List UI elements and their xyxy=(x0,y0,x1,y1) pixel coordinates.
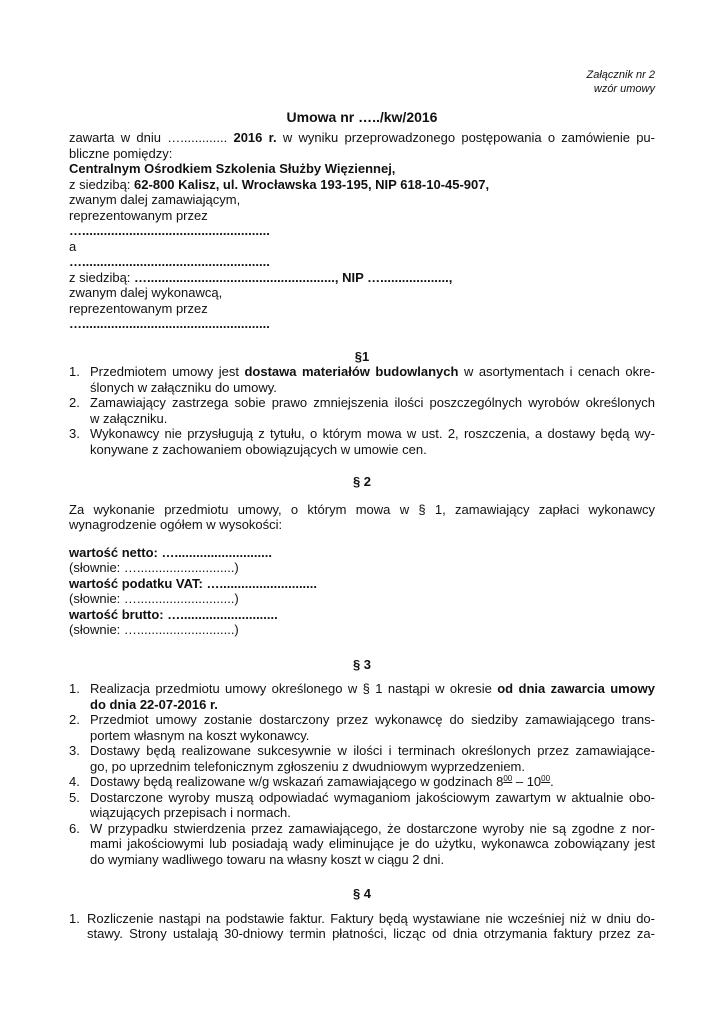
gross-value: wartość brutto: …........................... xyxy=(69,606,278,622)
vat-value-in-words: (słownie: …...........................) xyxy=(69,591,239,606)
section-3-item-2: 2. Przedmiot umowy zostanie dostarczony przez wykonawcę do siedziby zamawiającego trans- portem własnym na koszt wykonawcy. xyxy=(69,712,655,743)
section-3-heading: § 3 xyxy=(352,656,372,672)
contractor-called: zwanym dalej wykonawcą, xyxy=(69,285,223,300)
vat-value: wartość podatku VAT: …........................... xyxy=(69,575,317,591)
contract-title: Umowa nr …../kw/2016 xyxy=(286,109,438,125)
contractor-name-blank: ….................................................... xyxy=(69,254,270,269)
annex-label xyxy=(587,68,655,96)
contract-body xyxy=(69,130,655,942)
section-4-heading: § 4 xyxy=(352,886,372,901)
net-value: wartość netto: …........................... xyxy=(69,544,272,560)
ordering-party-called: zwanym dalej zamawiającym, xyxy=(69,192,241,207)
annex-number: Załącznik nr 2 xyxy=(586,69,655,81)
section-1-item-1: 1. Przedmiotem umowy jest dostawa materiałów budowlanych w asortymentach i cenach okre- ślonych w załączniku do umowy. xyxy=(69,364,655,395)
net-value-in-words: (słownie: …...........................) xyxy=(69,560,239,575)
section-3-item-4: 4. Dostawy będą realizowane w/g wskazań zamawiającego w godzinach $8^{00} - 10^{00}$. xyxy=(69,774,554,789)
ordering-party-representative-blank: ….................................................... xyxy=(69,223,270,238)
intro-line-1: zawarta w dniu …............. 2016 r. w wyniku przeprowadzonego postępowania o zamówienie pu- xyxy=(69,130,655,145)
contractor-representative-blank: ….................................................... xyxy=(69,316,270,331)
section-2 xyxy=(69,474,655,638)
section-3-item-3: 3. Dostawy będą realizowane sukcesywnie w ilości i terminach określonych przez zamawiające- go, po uprzednim telefonicznym zgłoszeniu z dwudniowym wyprzedzeniem. xyxy=(69,743,655,774)
ordering-party-represented: reprezentowanym przez xyxy=(69,207,208,223)
section-3-item-5: 5. Dostarczone wyroby muszą odpowiadać wymaganiom jakościowym zawartym w aktualnie obo- wiązujących przepisach i normach. xyxy=(69,789,655,820)
section-4 xyxy=(69,886,655,942)
section-1-item-3: 3. Wykonawcy nie przysługują z tytułu, o którym mowa w ust. 2, roszczenia, a dostawy będą wy- konywane z zachowaniem obowiązujących w umowie cen. xyxy=(69,426,655,457)
and-conjunction: a xyxy=(69,238,77,254)
annex-template-note: wzór umowy xyxy=(593,83,655,95)
section-2-heading: § 2 xyxy=(352,474,372,489)
intro-line-2: bliczne pomiędzy: xyxy=(69,145,173,161)
section-2-para-line-2: wynagrodzenie ogółem w wysokości: xyxy=(69,517,283,532)
section-2-para-line-1: Za wykonanie przedmiotu umowy, o którym mowa w § 1, zamawiający zapłaci wykonawcy xyxy=(69,501,655,517)
section-4-item-1: 1. Rozliczenie nastąpi na podstawie faktur. Faktury będą wystawiane nie wcześniej niż w dniu do- stawy. Strony ustalają 30-dniowy termin płatności, licząc od dnia otrzymania faktury przez za- xyxy=(69,910,655,941)
section-3 xyxy=(69,657,655,868)
ordering-party-seat: z siedzibą: 62-800 Kalisz, ul. Wrocławska 193-195, NIP 618-10-45-907, xyxy=(69,176,490,192)
contractor-seat: z siedzibą: …...................................................., NIP …..................., xyxy=(69,269,453,285)
contractor-represented: reprezentowanym przez xyxy=(69,300,208,316)
ordering-party-name: Centralnym Ośrodkiem Szkolenia Służby Więziennej, xyxy=(69,161,396,176)
gross-value-in-words: (słownie: …...........................) xyxy=(69,622,239,637)
section-1-heading: §1 xyxy=(354,348,370,364)
section-3-item-1: 1. Realizacja przedmiotu umowy określonego w § 1 nastąpi w okresie od dnia zawarcia umowy do dnia 22-07-2016 r. xyxy=(69,681,655,712)
section-3-item-6: 6. W przypadku stwierdzenia przez zamawiającego, że dostarczone wyroby nie są zgodne z nor- mami jakościowymi lub posiadają wady eliminujące je do użytku, wykonawca zobowiązany jest do wymiany wadliwego towaru na własny koszt w ciągu 2 dni. xyxy=(69,820,655,867)
section-1-item-2: 2. Zamawiający zastrzega sobie prawo zmniejszenia ilości poszczególnych wyrobów określonych w załączniku. xyxy=(69,395,655,426)
section-1 xyxy=(69,349,655,458)
parties-block xyxy=(69,130,655,332)
